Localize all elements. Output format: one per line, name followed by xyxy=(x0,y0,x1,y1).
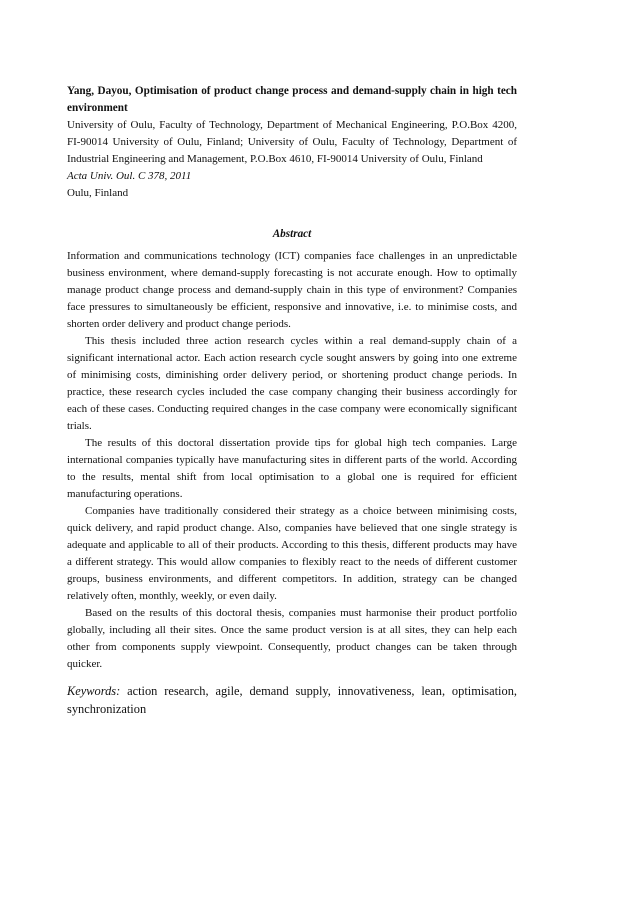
abstract-paragraph-4: Companies have traditionally considered their strategy as a choice between minimising costs, quick delivery, and rapid product change. Also, companies have believed that one single strategy is adequate and applicable to all of their products. According to this thesis, different products may have a different strategy. This would allow companies to flexibly react to the needs of different customer groups, business environments, and different competitors. In addition, strategy can be changed relatively often, monthly, weekly, or even daily. xyxy=(67,505,517,602)
abstract-paragraph-3: The results of this doctoral dissertation provide tips for global high tech companies. Large international companies typically have manufacturing sites in different parts of the world. According to the results, mental shift from local optimisation to a global one is required for efficient manufacturing operations. xyxy=(67,437,517,500)
author-affiliation: University of Oulu, Faculty of Technology, Department of Mechanical Engineering, P.O.Box 4200, FI-90014 University of Oulu, Finland; University of Oulu, Faculty of Technology, Department of Industrial Engineering and Management, P.O.Box 4610, FI-90014 University of Oulu, Finland xyxy=(67,119,517,165)
abstract-paragraph-2: This thesis included three action research cycles within a real demand-supply chain of a significant international actor. Each action research cycle sought answers by going into one extreme of minimising costs, diminishing order delivery period, or shortening product change periods. In practice, these research cycles included the case company changing their business accordingly for each of these cases. Conducting required changes in the case company were economically significant trials. xyxy=(67,335,517,432)
journal-citation: Acta Univ. Oul. C 378, 2011 xyxy=(67,170,192,182)
abstract-paragraph-5: Based on the results of this doctoral thesis, companies must harmonise their product portfolio globally, including all their sites. Once the same product version is at all sites, they can help each other from components supply viewpoint. Consequently, product changes can be taken through quicker. xyxy=(67,607,517,670)
keywords-list: action research, agile, demand supply, innovativeness, lean, optimisation, synchronization xyxy=(67,684,517,716)
document-title: Yang, Dayou, Optimisation of product change process and demand-supply chain in high tech environment xyxy=(67,85,517,114)
keywords-label: Keywords: xyxy=(67,684,121,698)
keywords-line xyxy=(67,682,517,718)
document-page xyxy=(67,83,517,718)
abstract-heading: Abstract xyxy=(272,228,312,240)
abstract-paragraph-1: Information and communications technology (ICT) companies face challenges in an unpredictable business environment, where demand-supply forecasting is not accurate enough. How to optimally manage product change process and demand-supply chain in this type of environment? Companies face pressures to simultaneously be efficient, responsive and innovative, i.e. to minimise costs, and shorten order delivery and product change periods. xyxy=(67,250,517,330)
publication-location: Oulu, Finland xyxy=(67,187,129,199)
abstract-body xyxy=(67,248,517,673)
